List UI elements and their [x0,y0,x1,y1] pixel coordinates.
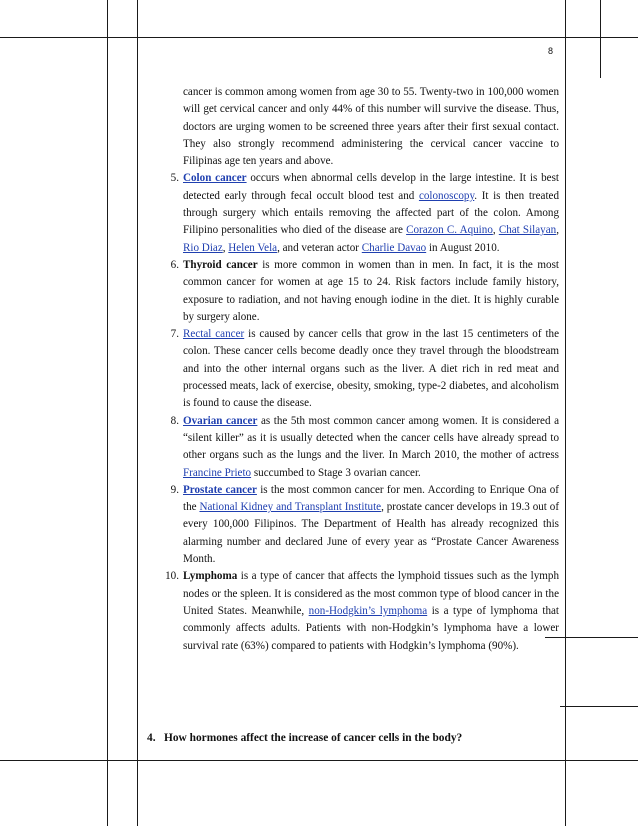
list-item-lymphoma [165,568,559,654]
chat-silayan-link[interactable]: Chat Silayan [498,224,557,237]
colon-cancer-link[interactable]: Colon cancer [183,172,247,185]
lymphoma-term: Lymphoma [183,570,238,583]
list-item-ovarian-cancer [170,413,559,482]
non-hodgkins-lymphoma-link[interactable]: non-Hodgkin’s lymphoma [308,604,428,617]
item-text: in August 2010. [426,241,500,254]
corazon-aquino-link[interactable]: Corazon C. Aquino [406,224,493,237]
ovarian-cancer-link[interactable]: Ovarian cancer [183,414,258,427]
frame-line-right-outer [600,0,601,78]
item-text: is caused by cancer cells that grow in the last 15 centimeters of the colon. These cancer cells become deadly once they travel through the bloodstream and into the other internal organs such as the liver. A diet rich in red meat and processed meats, lack of exercise, obesity, smoking, type-2 diabetes, and alcoholism is found to cause the disease. [183,328,560,410]
separator: , [222,241,229,254]
item-text: succumbed to Stage 3 ovarian cancer. [251,466,421,479]
document-body [165,84,560,655]
rio-diaz-link[interactable]: Rio Diaz [183,241,223,254]
intro-paragraph: cancer is common among women from age 30 to 55. Twenty-two in 100,000 women will get cervical cancer and only 44% of this number will survive the disease. Thus, doctors are urging women to be screened three years after their first sexual contact. They also strongly recommend administering the cervical cancer vaccine to Filipinas age ten years and above. [183,86,559,168]
francine-prieto-link[interactable]: Francine Prieto [183,466,252,479]
frame-line-right-inner [565,0,566,826]
prostate-cancer-link[interactable]: Prostate cancer [183,483,257,496]
list-item-thyroid-cancer [170,257,559,326]
frame-line-bottom [0,760,638,761]
list-number: 5. [170,172,179,185]
list-number: 9. [170,483,179,496]
item-text: occurs when abnormal cells develop in the large intestine. It is best detected early through fecal occult blood test and [183,172,560,202]
section-number: 4. [147,732,156,744]
charlie-davao-link[interactable]: Charlie Davao [361,241,427,254]
list-number: 10. [165,570,179,583]
list-item-colon-cancer [170,170,560,256]
thyroid-cancer-term: Thyroid cancer [183,258,258,271]
list-number: 6. [170,258,179,271]
cancer-list [165,170,560,654]
separator: , [556,224,559,237]
item-text: . It is then treated through surgery which entails removing the affected part of the colon. Among Filipino personalities who died of the disease are [183,189,559,237]
item-text: , and veteran actor [277,241,362,254]
list-item-prostate-cancer [170,482,560,568]
item-text: is a type of cancer that affects the lymphoid tissues such as the lymph nodes or the spleen. It is considered as the most common type of blood cancer in the United States. Meanwhile, [183,570,559,617]
item-text: is a type of lymphoma that commonly affects adults. Patients with non-Hodgkin’s lymphoma have a lower survival rate (63%) compared to patients with Hodgkin’s lymphoma (90%). [183,604,559,652]
item-text: , prostate cancer develops in 19.3 out of every 100,000 Filipinos. The Department of Health has already recognized this alarming number and declared June of every year as “Prostate Cancer Awareness Month. [183,501,560,566]
frame-line-top [0,37,638,38]
nkti-link[interactable]: National Kidney and Transplant Institute [199,501,382,514]
rectal-cancer-link[interactable]: Rectal cancer [183,328,245,341]
list-number: 8. [170,414,179,427]
colonoscopy-link[interactable]: colonoscopy [418,189,475,202]
frame-line-right-b [560,706,638,707]
list-number: 7. [170,328,179,341]
item-text: is the most common cancer for men. According to Enrique Ona of the [183,483,559,514]
frame-line-left-outer [107,0,108,826]
list-item-rectal-cancer [170,326,560,412]
separator: , [492,224,499,237]
page-number: 8 [548,46,554,56]
section-heading [147,732,462,744]
section-heading-text: How hormones affect the increase of cancer cells in the body? [164,732,463,744]
item-text: as the 5th most common cancer among women. It is considered a “silent killer” as it is usually detected when the cancer cells have already spread to other organs such as the lungs and the liver. In March 2010, the mother of actress [183,414,559,462]
item-text: is more common in women than in men. In fact, it is the most common cancer for women at age 15 to 24. Risk factors include family history, exposure to radiation, and not having enough iodine in the diet. It is highly curable by surgery alone. [183,258,559,323]
frame-line-left-inner [137,0,138,826]
helen-vela-link[interactable]: Helen Vela [228,241,278,254]
